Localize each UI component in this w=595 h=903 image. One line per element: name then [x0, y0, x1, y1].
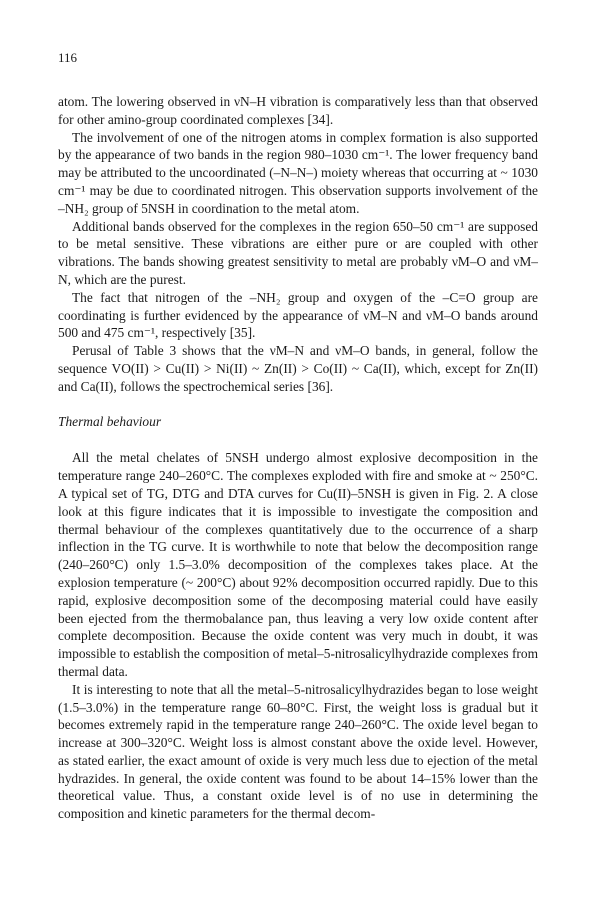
- paragraph: It is interesting to note that all the metal–5-nitrosalicylhydrazides began to lose weight (1.5–3.0%) in the temperature range 60–80°C. First, the weight loss is gradual but it becomes extremely rapid in the temperature range 240–260°C. The oxide level began to increase at 300–320°C. Weight loss is almost constant above the oxide level. However, as stated earlier, the exact amount of oxide is very much less due to ejection of the metal hydrazides. In general, the oxide content was found to be about 14–15% lower than the theoretical value. Thus, a constant oxide level is of no use in determining the composition and kinetic parameters for the thermal decom-: [58, 681, 538, 822]
- paragraph: atom. The lowering observed in νN–H vibration is comparatively less than that observed for other amino-group coordinated complexes [34].: [58, 94, 538, 127]
- body-text: [58, 93, 538, 823]
- paragraph: Perusal of Table 3 shows that the νM–N and νM–O bands, in general, follow the sequence VO(II) > Cu(II) > Ni(II) ~ Zn(II) > Co(II) ~ Ca(II), which, except for Zn(II) and Ca(II), follows the spectrochemical series [36].: [58, 343, 538, 394]
- paragraph: Additional bands observed for the complexes in the region 650–50 cm⁻¹ are supposed to be metal sensitive. These vibrations are either pure or are coupled with other vibrations. The bands showing greatest sensitivity to metal are probably νM–O and νM–N, which are the purest.: [58, 218, 538, 287]
- paragraph: The involvement of one of the nitrogen atoms in complex formation is also supported by the appearance of two bands in the region 980–1030 cm⁻¹. The lower frequency band may be attributed to the uncoordinated (–N–N–) moiety whereas that occurring at ~ 1030 cm⁻¹ may be due to coordinated nitrogen. This observation supports involvement of the –NH₂ group of 5NSH in coordination to the metal atom.: [58, 129, 538, 216]
- page-number: 116: [58, 50, 78, 65]
- section-heading: Thermal behaviour: [58, 413, 162, 429]
- paragraph: The fact that nitrogen of the –NH₂ group and oxygen of the –C=O group are coordinating is further evidenced by the appearance of νM–N and νM–O bands around 500 and 475 cm⁻¹, respectively [35].: [58, 289, 538, 341]
- paragraph: All the metal chelates of 5NSH undergo almost explosive decomposition in the temperature range 240–260°C. The complexes exploded with fire and smoke at ~ 250°C. A typical set of TG, DTG and DTA curves for Cu(II)–5NSH is given in Fig. 2. A close look at this figure indicates that it is impossible to investigate the composition and thermal behaviour of the complexes quantitatively due to the occurrence of a sharp inflection in the TG curve. It is worthwhile to note that below the decomposition range (240–260°C) only 1.5–3.0% decomposition of the complexes takes place. At the explosion temperature (~ 200°C) about 92% decomposition occurred rapidly. Due to this rapid, explosive decomposition some of the decomposing material could have easily been ejected from the thermobalance pan, thus leaving a very low oxide content after complete decomposition. Because the oxide content was very much in doubt, it was impossible to establish the composition of metal–5-nitrosalicylhydrazide complexes from thermal data.: [58, 450, 538, 679]
